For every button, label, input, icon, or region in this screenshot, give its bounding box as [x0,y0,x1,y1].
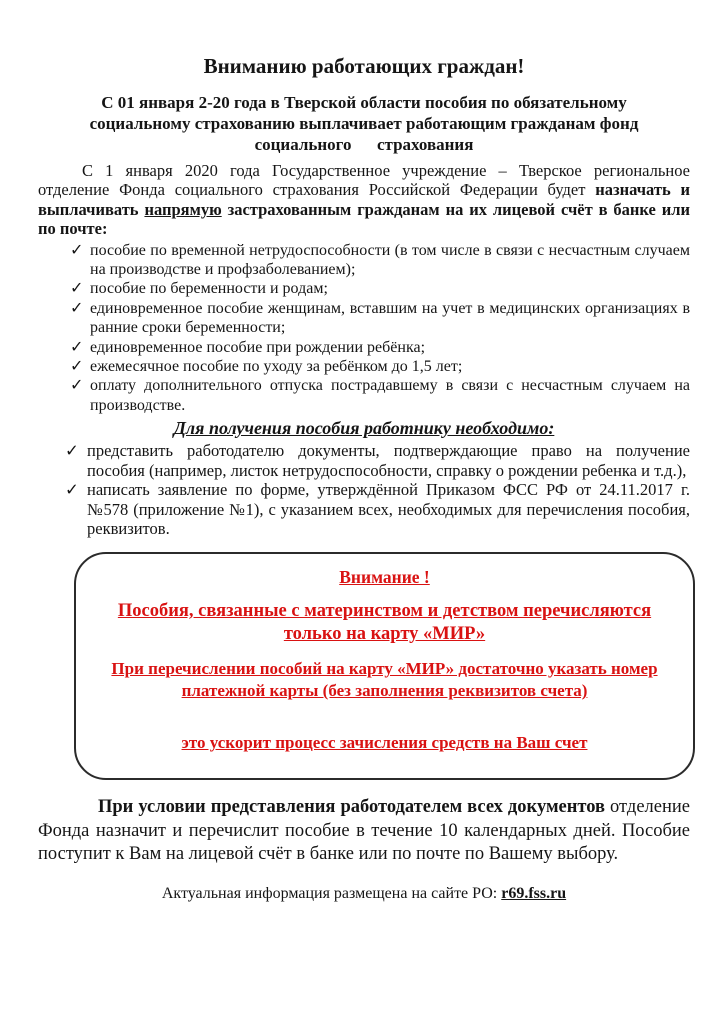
subtitle-line: С 01 января 2-20 года в Тверской области пособия по обязательному [101,93,627,112]
benefit-text: пособие по временной нетрудоспособности (в том числе в связи с несчастным случаем на производстве и профзаболеванием); [90,241,690,279]
benefit-text: оплату дополнительного отпуска пострадавшему в связи с несчастным случаем на производстве. [90,377,690,414]
benefit-text: единовременное пособие женщинам, вставшим на учет в медицинских организациях в ранние сроки беременности; [90,299,690,337]
footer-label: Актуальная информация размещена на сайте РО: [161,884,502,902]
list-item [38,441,690,480]
list-item [38,241,690,280]
check-icon: ✓ [65,480,79,500]
list-item [38,480,690,538]
check-icon: ✓ [65,441,79,461]
subtitle-line: социальному страхованию выплачивает работающим гражданам фонд [89,114,639,133]
check-icon: ✓ [70,241,84,259]
list-item [38,376,690,415]
requirement-text: написать заявление по форме, утверждённой Приказом ФСС РФ от 24.11.2017 г. №578 (приложение №1), с указанием всех, необходимых для перечисления пособия, реквизитов. [87,480,690,538]
check-icon: ✓ [70,280,84,298]
benefit-text: пособие по беременности и родам; [90,280,328,298]
page-title: Вниманию работающих граждан! [203,54,525,78]
notice-box [74,552,695,780]
requirement-text: представить работодателю документы, подтверждающие право на получение пособия (например, листок нетрудоспособности, справку о рождении ребенка и т.д.), [87,441,690,480]
intro-paragraph: С 1 января 2020 года Государственное учреждение – Тверское региональное отделение Фонда социального страхования Российской Федерации будет назначать и выплачивать напрямую застрахованным гражданам на их лицевой счёт в банке или по почте: [38,161,690,239]
requirements-list [38,441,690,538]
notice-title: Внимание ! [339,567,430,588]
closing-paragraph: При условии представления работодателем всех документов отделение Фонда назначит и перечислит пособие в течение 10 календарных дней. Пособие поступит к Вам на лицевой счёт в банке или по почте по Вашему выбору. [38,797,690,865]
benefit-text: единовременное пособие при рождении ребёнка; [90,338,426,356]
benefit-text: ежемесячное пособие по уходу за ребёнком до 1,5 лет; [90,358,463,376]
notice-mir-statement: Пособия, связанные с материнством и детством перечисляются только на карту «МИР» [117,601,652,645]
list-item [38,338,690,357]
site-link[interactable]: r69.fss.ru [501,884,567,902]
notice-mir-benefit: это ускорит процесс зачисления средств на Ваш счет [181,733,588,753]
benefits-list [38,241,690,416]
list-item [38,299,690,338]
list-item [38,357,690,376]
subtitle [44,92,684,155]
check-icon: ✓ [70,338,84,356]
requirements-heading: Для получения пособия работнику необходимо: [173,418,555,439]
check-icon: ✓ [70,299,84,317]
subtitle-line: социального страхования [254,135,474,154]
check-icon: ✓ [70,377,84,395]
list-item [38,279,690,298]
notice-mir-detail: При перечислении пособий на карту «МИР» достаточно указать номер платежной карты (без заполнения реквизитов счета) [111,659,658,701]
footer-note [38,885,690,903]
check-icon: ✓ [70,358,84,376]
